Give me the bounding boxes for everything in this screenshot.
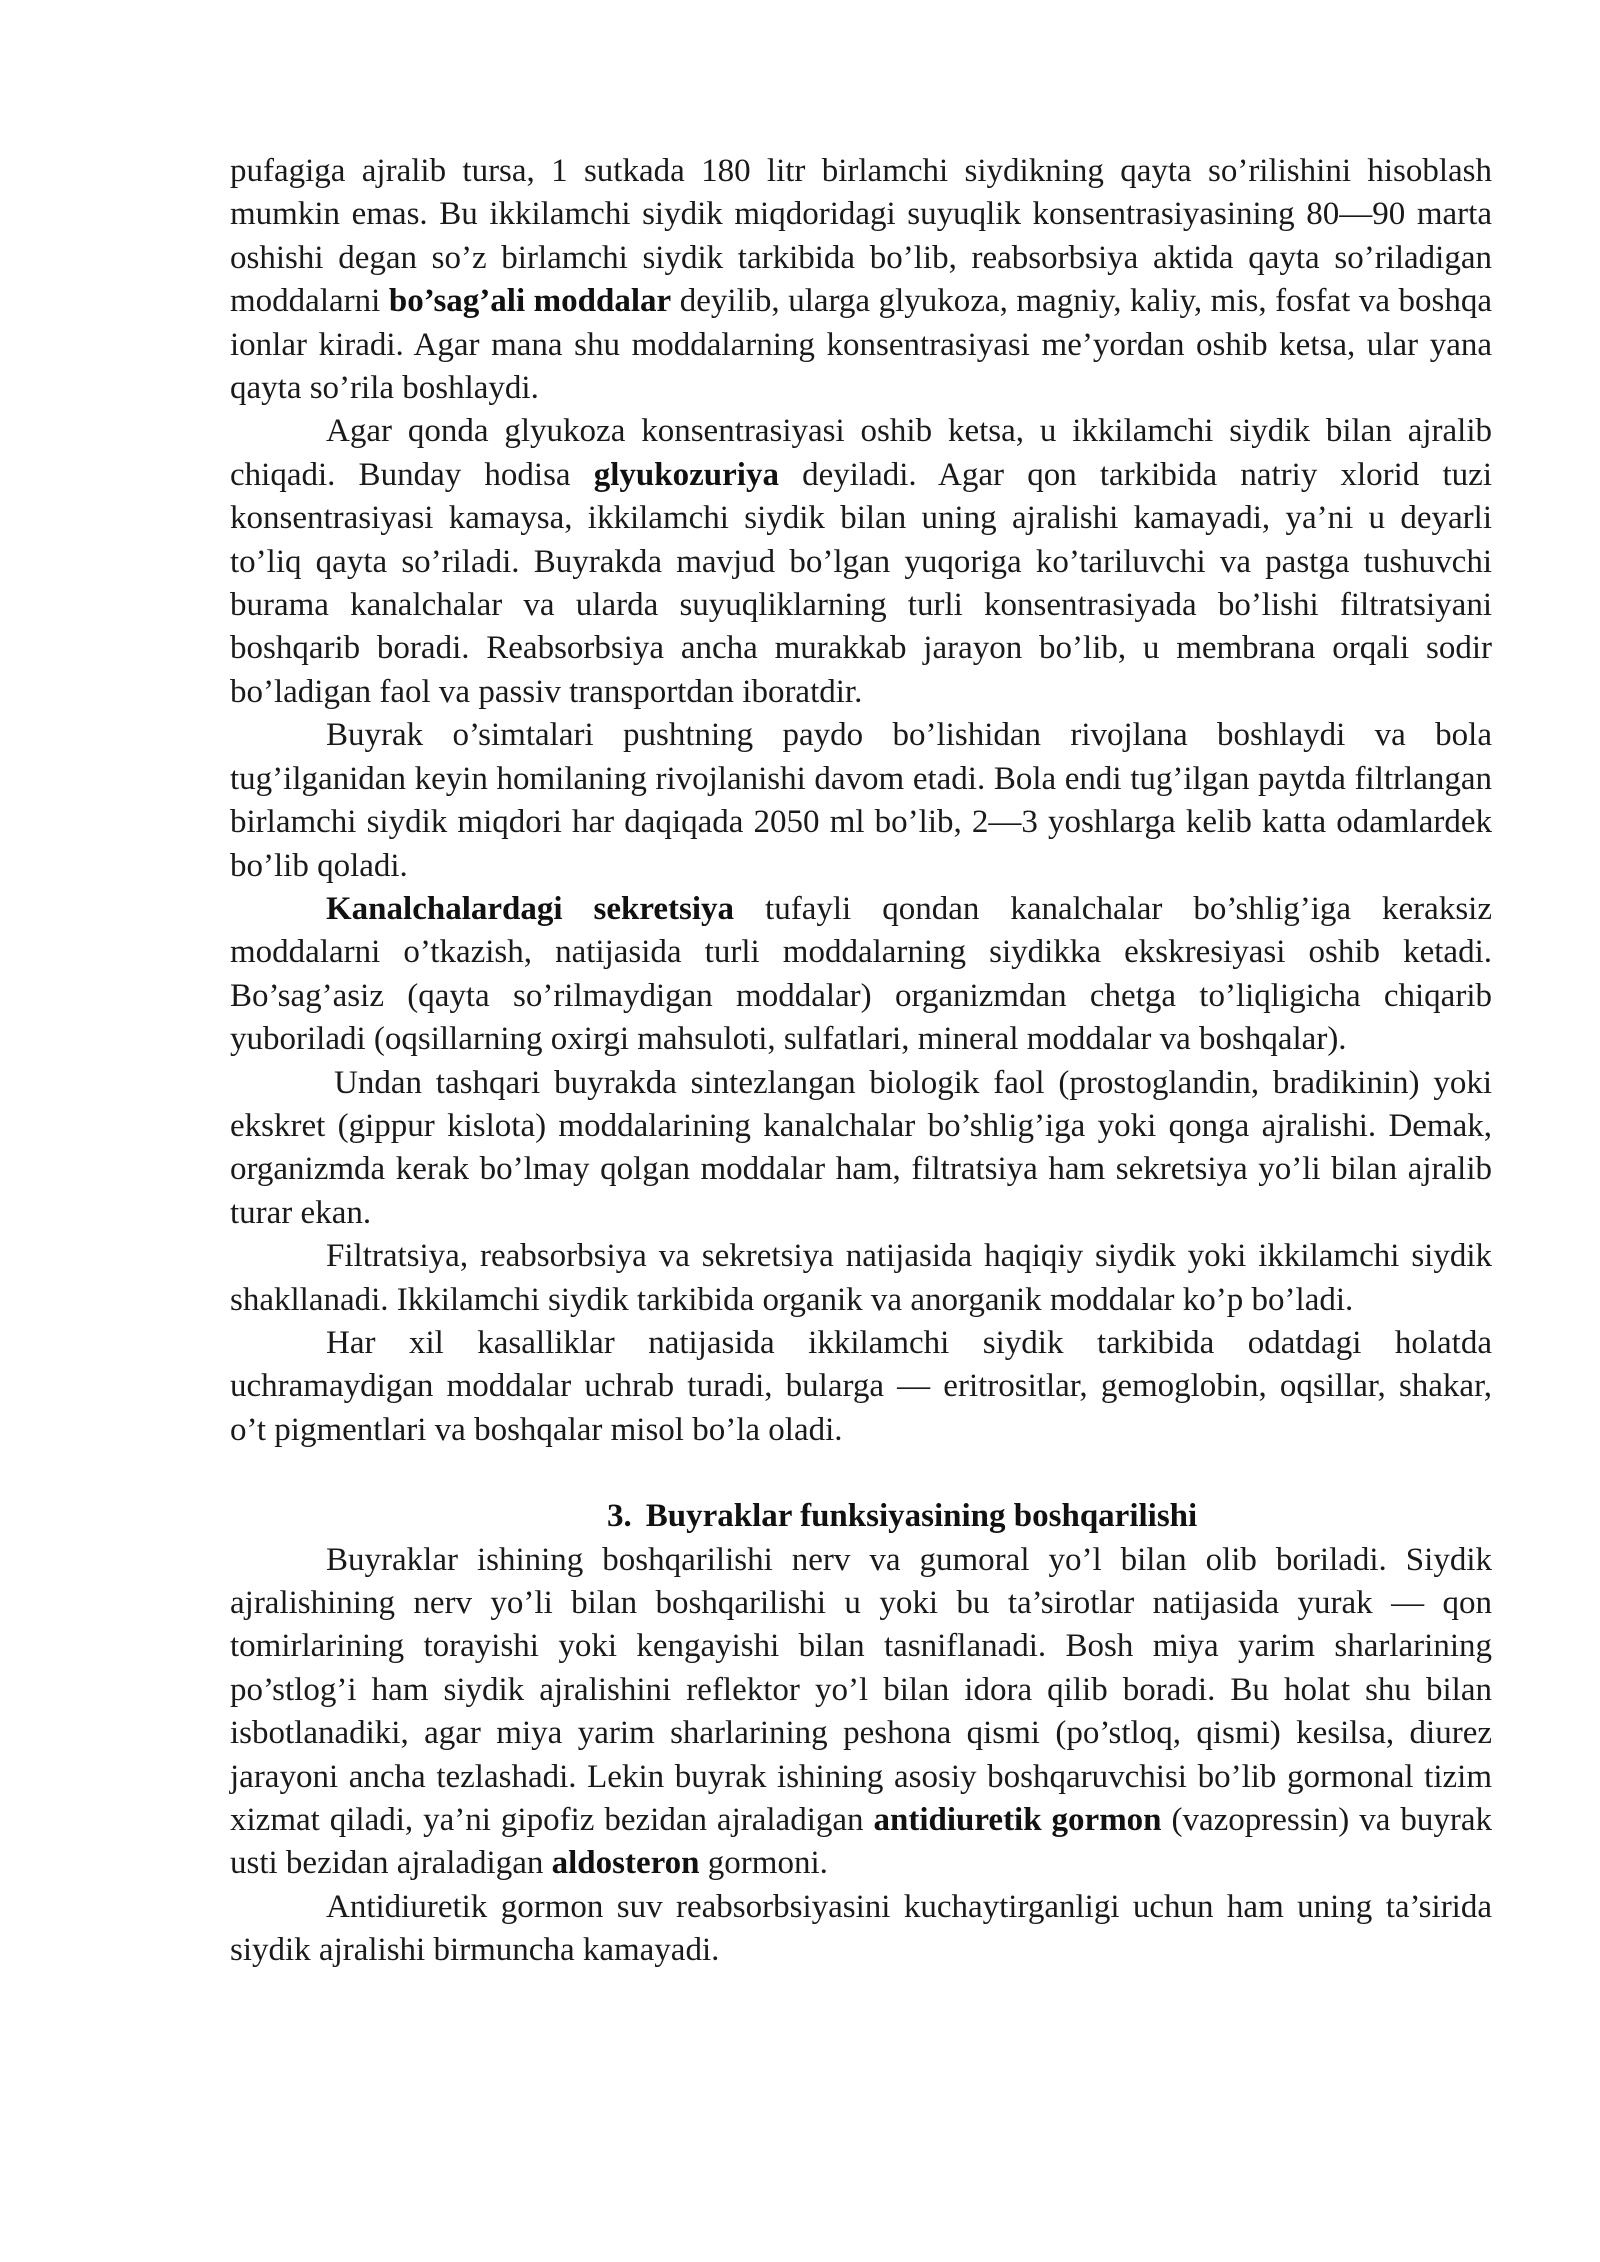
paragraph-text: gormoni.: [699, 1845, 828, 1882]
bold-term-bosagali-moddalar: bo’sag’ali moddalar: [388, 283, 672, 320]
section-number: 3.: [607, 1498, 632, 1535]
paragraph-text: pufagiga ajralib tursa, 1 sutkada 180 litr birlamchi siydikning qayta so’rilishini hisoblash mumkin emas. Bu ikkilamchi siydik miqdoridagi suyuqlik konsentrasiyasining 80—90 marta oshishi degan so’z birlamchi siydik tarkibida bo’lib, reabsorbsiya aktida qayta so’riladigan moddalarni: [230, 153, 1492, 320]
bold-term-glyukozuriya: glyukozuriya: [593, 456, 779, 493]
paragraph: [230, 1539, 1492, 1886]
bold-term-aldosteron: aldosteron: [551, 1845, 700, 1882]
paragraph: [230, 714, 1492, 888]
paragraph-text: Filtratsiya, reabsorbsiya va sekretsiya natijasida haqiqiy siydik yoki ikkilamchi siydik shakllanadi. Ikkilamchi siydik tarkibida organik va anorganik moddalar ko’p bo’ladi.: [230, 1238, 1492, 1318]
paragraph-text: deyilib, ularga glyukoza, magniy, kaliy, mis, fosfat va boshqa ionlar kiradi. Agar mana shu moddalarning konsentrasiyasi me’yordan oshib ketsa, ular yana qayta so’rila boshlaydi.: [230, 283, 1493, 407]
paragraph-text: deyiladi. Agar qon tarkibida natriy xlorid tuzi konsentrasiyasi kamaysa, ikkilamchi siydik bilan uning ajralishi kamayadi, ya’ni u deyarli to’liq qayta so’riladi. Buyrakda mavjud bo’lgan yuqoriga ko’tariluvchi va pastga tushuvchi burama kanalchalar va ularda suyuqliklarning turli konsentrasiyada bo’lishi filtratsiyani boshqarib boradi. Reabsorbsiya ancha murakkab jarayon bo’lib, u membrana orqali sodir bo’ladigan faol va passiv transportdan iboratdir.: [230, 456, 1492, 710]
paragraph: [230, 1886, 1492, 1973]
paragraph-text: Agar qonda glyukoza konsentrasiyasi oshib ketsa, u ikkilamchi siydik bilan ajralib chiqadi. Bunday hodisa: [230, 413, 1492, 493]
paragraph: [230, 1235, 1492, 1322]
bold-term-antidiuretik-gormon: antidiuretik gormon: [873, 1802, 1162, 1839]
paragraph-text: Undan tashqari buyrakda sintezlangan biologik faol (prostoglandin, bradikinin) yoki ekskret (gippur kislota) moddalarining kanalchalar bo’shlig’iga yoki qonga ajralishi. Demak, organizmda kerak bo’lmay qolgan moddalar ham, filtratsiya ham sekretsiya yo’li bilan ajralib turar ekan.: [230, 1064, 1492, 1231]
paragraph: [230, 150, 1492, 410]
paragraph: [230, 888, 1492, 1062]
section-title: Buyraklar funksiyasining boshqarilishi: [645, 1498, 1198, 1535]
paragraph-text: Buyrak o’simtalari pushtning paydo bo’lishidan rivojlana boshlaydi va bola tug’ilganidan keyin homilaning rivojlanishi davom etadi. Bola endi tug’ilgan paytda filtrlangan birlamchi siydik miqdori har daqiqada 2050 ml bo’lib, 2—3 yoshlarga kelib katta odamlardek bo’lib qoladi.: [230, 717, 1492, 884]
paragraph-text: (vazopressin) va buyrak usti bezidan ajraladigan: [230, 1802, 1492, 1882]
paragraph: [230, 410, 1492, 714]
document-page: [230, 150, 1492, 1973]
section-heading: [230, 1495, 1492, 1538]
paragraph: [230, 1322, 1492, 1452]
paragraph-text: Buyraklar ishining boshqarilishi nerv va gumoral yo’l bilan olib boriladi. Siydik ajralishining nerv yo’li bilan boshqarilishi u yoki bu ta’sirotlar natijasida yurak — qon tomirlarining torayishi yoki kengayishi bilan tasniflanadi. Bosh miya yarim sharlarining po’stlog’i ham siydik ajralishini reflektor yo’l bilan idora qilib boradi. Bu holat shu bilan isbotlanadiki, agar miya yarim sharlarining peshona qismi (po’stloq, qismi) kesilsa, diurez jarayoni ancha tezlashadi. Lekin buyrak ishining asosiy boshqaruvchisi bo’lib gormonal tizim xizmat qiladi, ya’ni gipofiz bezidan ajraladigan: [230, 1541, 1492, 1839]
paragraph-text: Antidiuretik gormon suv reabsorbsiyasini kuchaytirganligi uchun ham uning ta’sirida siydik ajralishi birmuncha kamayadi.: [230, 1888, 1492, 1969]
bold-term-kanalchalardagi-sekretsiya: Kanalchalardagi sekretsiya: [326, 890, 735, 927]
paragraph-text: Har xil kasalliklar natijasida ikkilamchi siydik tarkibida odatdagi holatda uchramaydigan moddalar uchrab turadi, bularga — eritrositlar, gemoglobin, oqsillar, shakar, o’t pigmentlari va boshqalar misol bo’la oladi.: [230, 1324, 1492, 1448]
paragraph: [230, 1062, 1492, 1236]
paragraph-text: tufayli qondan kanalchalar bo’shlig’iga keraksiz moddalarni o’tkazish, natijasida turli moddalarning siydikka ekskresiyasi oshib ketadi. Bo’sag’asiz (qayta so’rilmaydigan moddalar) organizmdan chetga to’liqligicha chiqarib yuboriladi (oqsillarning oxirgi mahsuloti, sulfatlari, mineral moddalar va boshqalar).: [230, 890, 1492, 1058]
